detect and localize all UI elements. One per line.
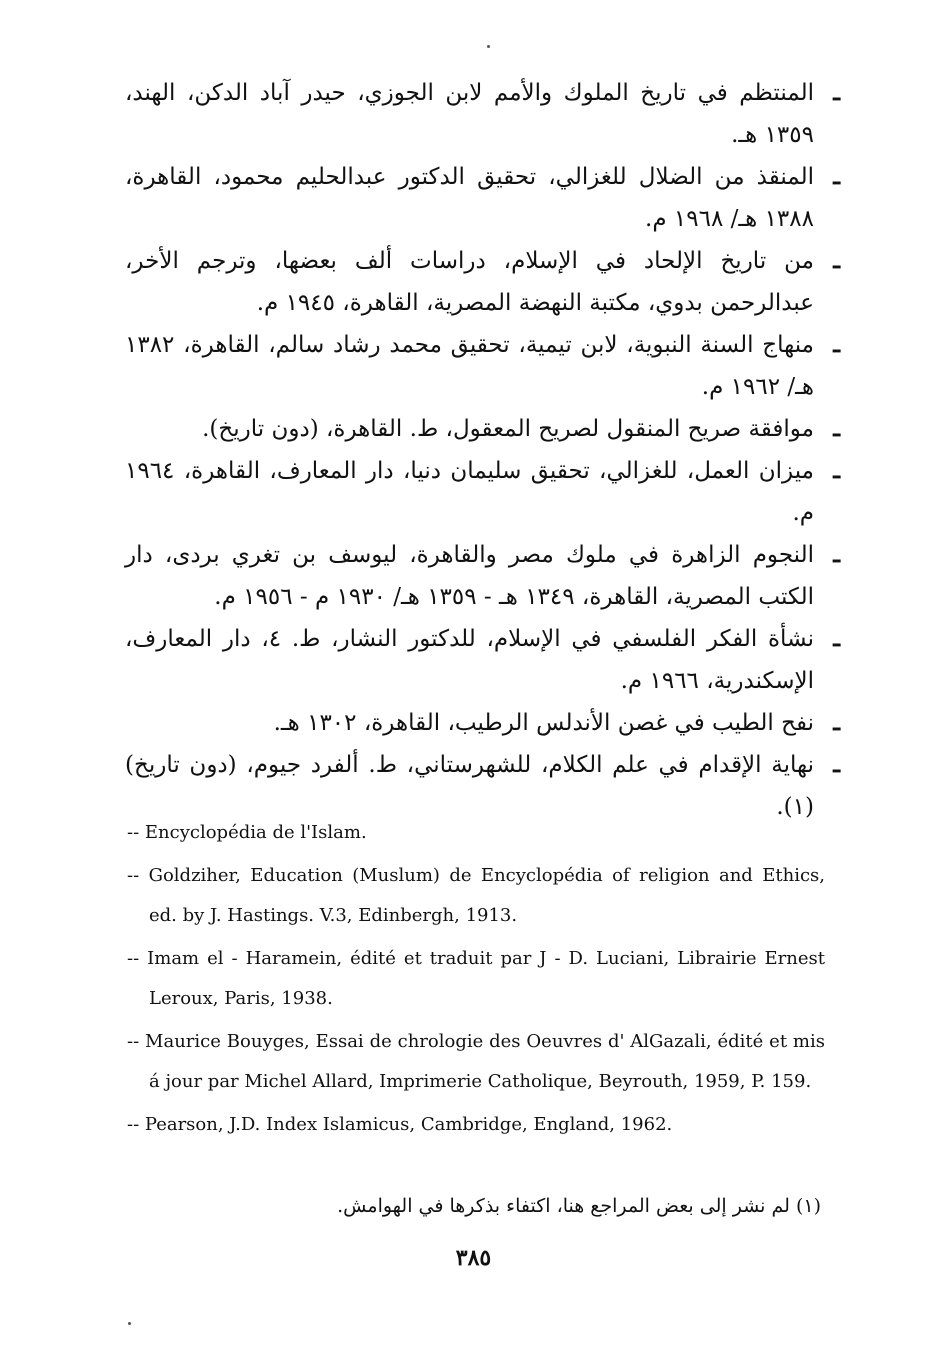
arabic-reference-item <box>125 450 840 534</box>
arabic-reference-item <box>125 408 840 450</box>
reference-text: نهاية الإقدام في علم الكلام، للشهرستاني، ط. ألفرد جيوم، (دون تاريخ)(١). <box>125 752 815 820</box>
scan-speck <box>487 45 490 48</box>
latin-reference-item: -- Goldziher, Education (Muslum) de Encyclopédia of religion and Ethics, ed. by J. Hastings. V.3, Edinbergh, 1913. <box>127 865 825 926</box>
reference-text: المنتظم في تاريخ الملوك والأمم لابن الجوزي، حيدر آباد الدكن، الهند، ١٣٥٩ هـ. <box>125 80 814 148</box>
bullet-dash: ـ <box>833 331 840 358</box>
reference-text: النجوم الزاهرة في ملوك مصر والقاهرة، ليوسف بن تغري بردى، دار الكتب المصرية، القاهرة، ١٣٤٩ هـ - ١٣٥٩ هـ/ ١٩٣٠ م - ١٩٥٦ م. <box>125 542 814 610</box>
arabic-reference-item <box>125 240 840 324</box>
reference-text: موافقة صريح المنقول لصريح المعقول، ط. القاهرة، (دون تاريخ). <box>202 416 814 442</box>
reference-text: منهاج السنة النبوية، لابن تيمية، تحقيق محمد رشاد سالم، القاهرة، ١٣٨٢ هـ/ ١٩٦٢ م. <box>125 332 814 400</box>
footnote: (١) لم نشر إلى بعض المراجع هنا، اكتفاء بذكرها في الهوامش. <box>337 1195 821 1217</box>
reference-text: من تاريخ الإلحاد في الإسلام، دراسات ألف بعضها، وترجم الأخر، عبدالرحمن بدوي، مكتبة النهضة المصرية، القاهرة، ١٩٤٥ م. <box>125 248 814 316</box>
reference-text: ميزان العمل، للغزالي، تحقيق سليمان دنيا، دار المعارف، القاهرة، ١٩٦٤ م. <box>125 458 814 526</box>
arabic-reference-item <box>125 72 840 156</box>
arabic-reference-item <box>125 534 840 618</box>
bullet-dash: ـ <box>833 163 840 190</box>
reference-text: المنقذ من الضلال للغزالي، تحقيق الدكتور عبدالحليم محمود، القاهرة، ١٣٨٨ هـ/ ١٩٦٨ م. <box>125 164 814 232</box>
latin-reference-item: -- Imam el - Haramein, édité et traduit par J - D. Luciani, Librairie Ernest Leroux, Paris, 1938. <box>127 948 825 1009</box>
arabic-reference-item <box>125 156 840 240</box>
bullet-dash: ـ <box>833 247 840 274</box>
latin-reference-item: -- Encyclopédia de l'Islam. <box>127 822 367 843</box>
latin-reference-item: -- Maurice Bouyges, Essai de chrologie des Oeuvres d' AlGazali, édité et mis á jour par Michel Allard, Imprimerie Catholique, Beyrouth, 1959, P. 159. <box>127 1031 825 1092</box>
bullet-dash: ـ <box>833 709 840 736</box>
bullet-dash: ـ <box>833 541 840 568</box>
bullet-dash: ـ <box>833 625 840 652</box>
latin-reference-item: -- Pearson, J.D. Index Islamicus, Cambridge, England, 1962. <box>127 1114 673 1135</box>
reference-text: نشأة الفكر الفلسفي في الإسلام، للدكتور النشار، ط. ٤، دار المعارف، الإسكندرية، ١٩٦٦ م. <box>125 626 814 694</box>
bullet-dash: ـ <box>833 79 840 106</box>
bullet-dash: ـ <box>833 457 840 484</box>
reference-text: نفح الطيب في غصن الأندلس الرطيب، القاهرة، ١٣٠٢ هـ. <box>273 710 814 736</box>
arabic-reference-item <box>125 702 840 744</box>
bullet-dash: ـ <box>833 415 840 442</box>
scan-speck <box>128 1322 131 1325</box>
arabic-reference-item <box>125 324 840 408</box>
latin-reference-list <box>127 813 825 1148</box>
arabic-reference-list <box>125 72 840 828</box>
bullet-dash: ـ <box>833 751 840 778</box>
arabic-reference-item <box>125 618 840 702</box>
page-number: ٣٨٥ <box>455 1245 492 1271</box>
